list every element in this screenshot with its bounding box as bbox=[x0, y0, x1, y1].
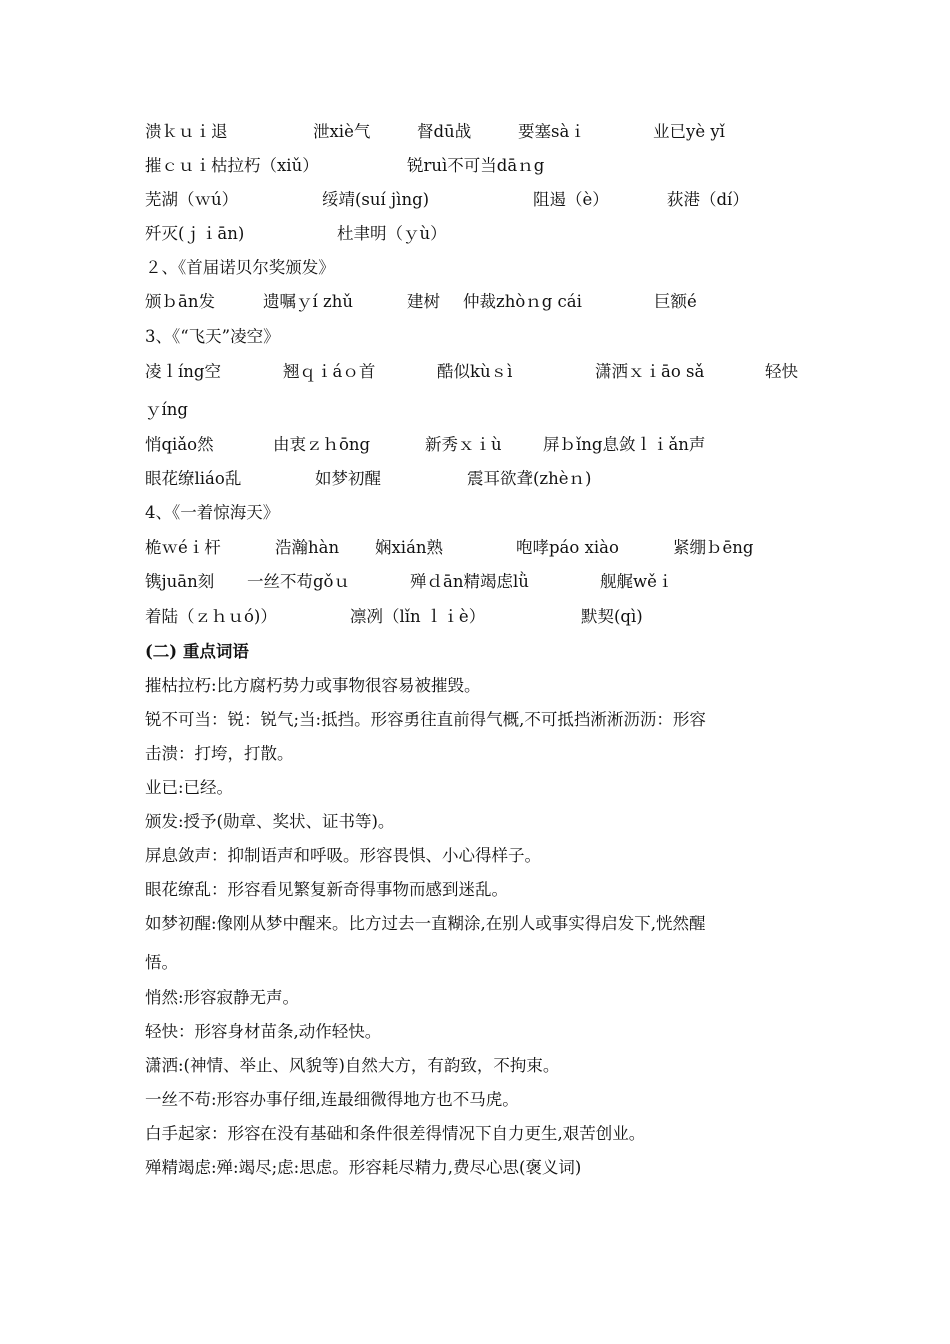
text-segment: 如梦初醒:像刚从梦中醒来。比方过去一直糊涂,在别人或事实得启发下,恍然醒 bbox=[145, 914, 706, 933]
text-segment: 锐不可当：锐：锐气;当:抵挡。形容勇往直前得气概,不可抵挡淅淅沥沥：形容 bbox=[145, 710, 706, 729]
text-segment: 殚精竭虑:殚:竭尽;虑:思虑。形容耗尽精力,费尽心思(褒义词) bbox=[145, 1158, 582, 1177]
text-segment: 要塞sàｉ bbox=[518, 122, 586, 141]
text-segment: ２、《首届诺贝尔奖颁发》 bbox=[145, 258, 335, 277]
text-segment: 一丝不苟gǒｕ bbox=[247, 572, 350, 591]
text-segment: 凛冽（lǐn ｌｉè） bbox=[350, 607, 486, 626]
text-segment: 屏ｂǐng息敛ｌｉǎn声 bbox=[543, 435, 706, 454]
text-segment: 悄然:形容寂静无声。 bbox=[145, 988, 300, 1007]
text-segment: 默契(qì) bbox=[581, 607, 643, 626]
text-segment: (二) 重点词语 bbox=[145, 642, 249, 661]
text-segment: 震耳欲聋(zhèｎ) bbox=[467, 469, 592, 488]
text-segment: 一丝不苟:形容办事仔细,连最细微得地方也不马虎。 bbox=[145, 1090, 519, 1109]
text-segment: 荻港（dí） bbox=[667, 190, 749, 209]
text-segment: 业已:已经。 bbox=[145, 778, 234, 797]
text-segment: 凌ｌíng空 bbox=[145, 362, 221, 381]
text-segment: 紧绷ｂēng bbox=[673, 538, 754, 557]
text-segment: 咆哮páo xiào bbox=[516, 538, 619, 557]
text-segment: 桅ｗéｉ杆 bbox=[145, 538, 221, 557]
text-segment: 屏息敛声：抑制语声和呼吸。形容畏惧、小心得样子。 bbox=[145, 846, 541, 865]
text-segment: 芜湖（ｗú） bbox=[145, 190, 239, 209]
text-segment: 悟。 bbox=[145, 953, 178, 972]
text-segment: 颁ｂān发 bbox=[145, 292, 215, 311]
text-segment: 督dū战 bbox=[417, 122, 472, 141]
text-segment: ｙíng bbox=[145, 400, 188, 419]
text-segment: 潇洒ｘｉāo sǎ bbox=[595, 362, 705, 381]
text-segment: 杜聿明（ｙù） bbox=[337, 224, 447, 243]
text-segment: 轻快 bbox=[765, 362, 798, 381]
text-segment: 镌juān刻 bbox=[145, 572, 215, 591]
text-segment: 白手起家：形容在没有基础和条件很差得情况下自力更生,艰苦创业。 bbox=[145, 1124, 646, 1143]
text-segment: 摧ｃｕｉ枯拉朽（xiǔ） bbox=[145, 156, 319, 175]
text-segment: 眼花缭liáo乱 bbox=[145, 469, 242, 488]
text-segment: 娴xián熟 bbox=[375, 538, 444, 557]
text-segment: 锐ruì不可当dāｎg bbox=[407, 156, 545, 175]
text-segment: 舰艉wěｉ bbox=[600, 572, 674, 591]
text-segment: 建树 bbox=[407, 292, 440, 311]
text-segment: 着陆（ｚｈｕó)） bbox=[145, 607, 277, 626]
text-segment: 轻快：形容身材苗条,动作轻快。 bbox=[145, 1022, 382, 1041]
text-segment: 仲裁zhòｎg cái bbox=[463, 292, 582, 311]
text-segment: 巨额é bbox=[654, 292, 697, 311]
text-segment: 歼灭(ｊｉān) bbox=[145, 224, 245, 243]
text-segment: 4、《一着惊海天》 bbox=[145, 503, 280, 522]
text-segment: 击溃：打垮，打散。 bbox=[145, 744, 294, 763]
text-segment: 阻遏（è） bbox=[533, 190, 609, 209]
text-segment: 3、《“飞天”凌空》 bbox=[145, 327, 280, 346]
text-segment: 翘ｑｉáｏ首 bbox=[283, 362, 376, 381]
text-segment: 潇洒:(神情、举止、风貌等)自然大方，有韵致，不拘束。 bbox=[145, 1056, 560, 1075]
text-segment: 悄qiǎo然 bbox=[145, 435, 214, 454]
text-segment: 眼花缭乱：形容看见繁复新奇得事物而感到迷乱。 bbox=[145, 880, 508, 899]
text-segment: 由衷ｚｈōng bbox=[273, 435, 371, 454]
text-segment: 绥靖(suí jìng) bbox=[322, 190, 430, 209]
text-segment: 溃ｋｕｉ退 bbox=[145, 122, 228, 141]
text-segment: 颁发:授予(勋章、奖状、证书等)。 bbox=[145, 812, 395, 831]
text-segment: 业已yè yǐ bbox=[653, 122, 725, 141]
text-segment: 摧枯拉朽:比方腐朽势力或事物很容易被摧毁。 bbox=[145, 676, 481, 695]
text-segment: 酷似kùｓì bbox=[437, 362, 513, 381]
text-segment: 泄xiè气 bbox=[313, 122, 371, 141]
text-segment: 新秀ｘｉù bbox=[425, 435, 502, 454]
text-segment: 殚ｄān精竭虑lǜ bbox=[410, 572, 529, 591]
text-segment: 浩瀚hàn bbox=[275, 538, 340, 557]
text-segment: 遗嘱ｙí zhǔ bbox=[263, 292, 353, 311]
text-segment: 如梦初醒 bbox=[315, 469, 381, 488]
